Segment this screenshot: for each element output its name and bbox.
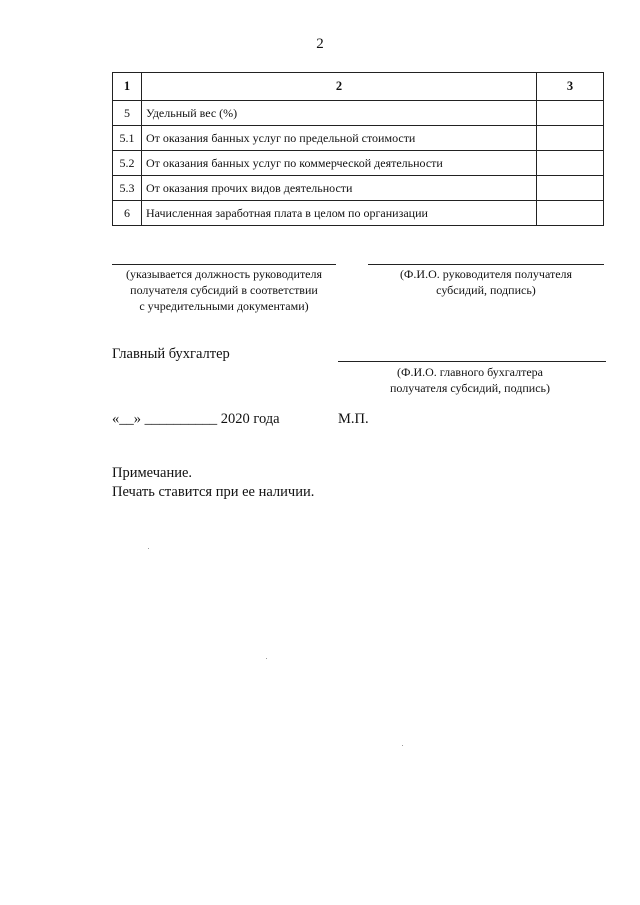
row-label: От оказания прочих видов деятельности: [142, 176, 537, 201]
row-number: 6: [113, 201, 142, 226]
table-row: [113, 201, 604, 226]
head-name-caption: [366, 266, 606, 298]
row-value: [537, 101, 604, 126]
chief-accountant-caption-line-1: (Ф.И.О. главного бухгалтера: [396, 365, 544, 379]
column-header-1: 1: [113, 73, 142, 101]
column-header-3: 3: [537, 73, 604, 101]
row-label: Удельный вес (%): [142, 101, 537, 126]
head-name-line: [368, 264, 604, 265]
chief-accountant-caption: [350, 364, 590, 396]
stamp-place: М.П.: [338, 411, 369, 427]
scan-speck: [402, 745, 403, 746]
table-row: [113, 176, 604, 201]
row-label: От оказания банных услуг по предельной стоимости: [142, 126, 537, 151]
head-name-caption-line-1: (Ф.И.О. руководителя получателя: [399, 267, 573, 281]
report-table: [112, 72, 604, 226]
head-position-caption-line-1: (указывается должность руководителя: [125, 267, 323, 281]
head-name-caption-line-2: субсидий, подпись): [436, 283, 536, 297]
scan-speck: [266, 658, 267, 659]
head-position-caption-line-2: получателя субсидий в соответствии: [130, 283, 318, 297]
note-block: [112, 464, 314, 502]
note-title: Примечание.: [112, 465, 193, 481]
table-header-row: [113, 73, 604, 101]
row-label: Начисленная заработная плата в целом по организации: [142, 201, 537, 226]
row-number: 5.1: [113, 126, 142, 151]
chief-accountant-label: Главный бухгалтер: [112, 346, 230, 362]
table-row: [113, 101, 604, 126]
row-value: [537, 151, 604, 176]
row-number: 5: [113, 101, 142, 126]
row-label: От оказания банных услуг по коммерческой деятельности: [142, 151, 537, 176]
table-row: [113, 151, 604, 176]
chief-accountant-caption-line-2: получателя субсидий, подпись): [389, 381, 550, 395]
row-number: 5.2: [113, 151, 142, 176]
head-position-caption-line-3: с учредительными документами): [139, 299, 309, 313]
row-value: [537, 201, 604, 226]
row-number: 5.3: [113, 176, 142, 201]
table-row: [113, 126, 604, 151]
date-line: «__» __________ 2020 года: [112, 411, 280, 427]
row-value: [537, 126, 604, 151]
scan-speck: [148, 548, 149, 549]
page-number: 2: [316, 36, 324, 52]
head-position-caption: [104, 266, 344, 314]
note-text: Печать ставится при ее наличии.: [112, 484, 315, 500]
row-value: [537, 176, 604, 201]
chief-accountant-line: [338, 361, 606, 362]
head-position-line: [112, 264, 336, 265]
column-header-2: 2: [142, 73, 537, 101]
